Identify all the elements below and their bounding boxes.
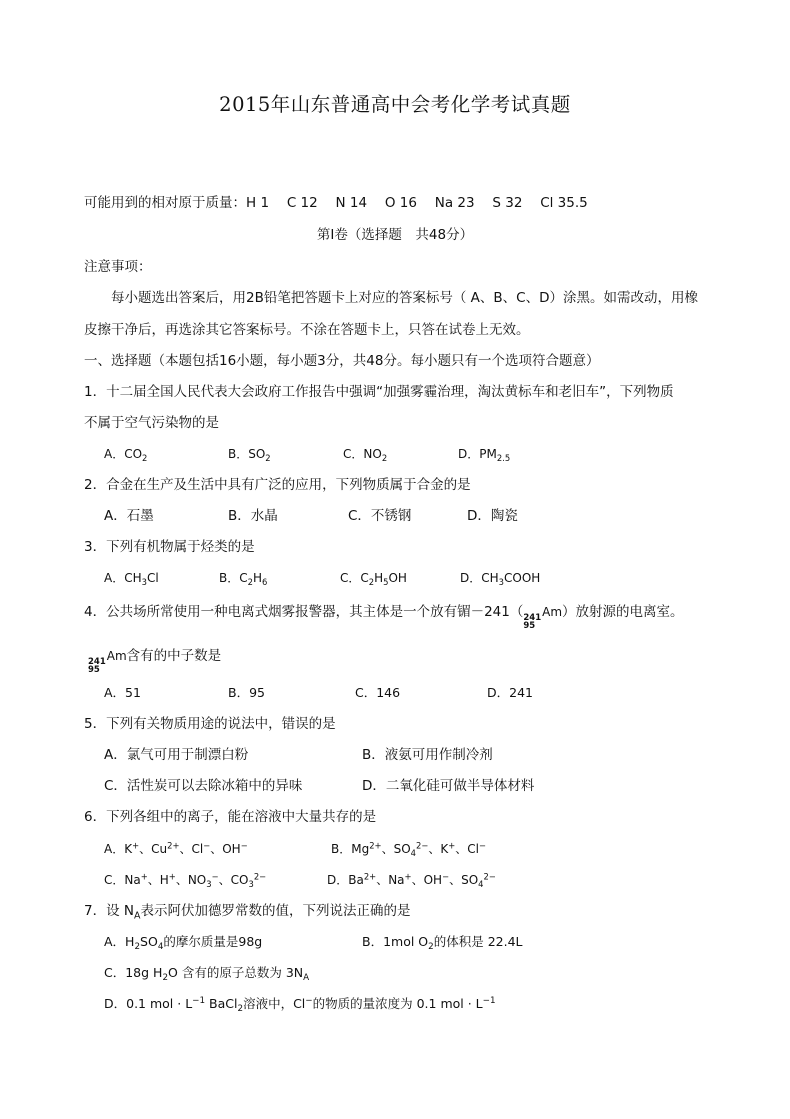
q5-stem: 5．下列有关物质用途的说法中，错误的是 bbox=[84, 716, 336, 732]
q4-option-d: D．241 bbox=[487, 685, 533, 700]
q4-stem-line-2: 241 95 Am含有的中子数是 bbox=[88, 648, 222, 675]
exam-title: 2015年山东普通高中会考化学考试真题 bbox=[219, 93, 571, 116]
q7-option-c: C．18g $H_2O$ 含有的原子总数为 $3N_A$ bbox=[104, 965, 310, 984]
q3-stem: 3．下列有机物属于烃类的是 bbox=[84, 539, 255, 555]
q3-option-b: B．$C_2H_6$ bbox=[219, 571, 268, 587]
q6-option-d: D．$Ba^{2+}$、Na+、OH−、$SO_4^{2-}$ bbox=[327, 871, 496, 889]
q5-option-d: D．二氧化硅可做半导体材料 bbox=[362, 778, 535, 794]
notice-line-2: 皮擦干净后，再选涂其它答案标号。不涂在答题卡上，只答在试卷上无效。 bbox=[84, 322, 530, 338]
q2-option-c: C．不锈钢 bbox=[348, 508, 412, 524]
q4-option-c: C．146 bbox=[355, 685, 401, 700]
q2-option-b: B．水晶 bbox=[228, 508, 278, 524]
q1-option-b: B．$SO_2$ bbox=[228, 447, 271, 463]
q6-stem: 6．下列各组中的离子，能在溶液中大量共存的是 bbox=[84, 809, 377, 825]
q1-stem-line-1: 1．十二届全国人民代表大会政府工作报告中强调“加强雾霾治理，淘汰黄标车和老旧车”，下列物质 bbox=[84, 384, 674, 400]
q5-option-a: A．氯气可用于制漂白粉 bbox=[104, 747, 249, 763]
q1-stem-line-2: 不属于空气污染物的是 bbox=[84, 415, 219, 431]
q7-option-b: B．1mol $O_2$的体积是 22.4L bbox=[362, 934, 523, 953]
q1-option-d: D．$PM_{2.5}$ bbox=[458, 447, 511, 463]
section-header: 第Ⅰ卷（选择题 共48分） bbox=[316, 227, 474, 243]
q5-option-c: C．活性炭可以去除冰箱中的异味 bbox=[104, 778, 303, 794]
q2-option-d: D．陶瓷 bbox=[467, 508, 518, 524]
atomic-masses-line: 可能用到的相对原于质量：H 1 C 12 N 14 O 16 Na 23 S 32 Cl 35.5 bbox=[84, 195, 588, 211]
q2-stem: 2．合金在生产及生活中具有广泛的应用，下列物质属于合金的是 bbox=[84, 477, 471, 493]
q3-option-d: D．$CH_3COOH$ bbox=[460, 571, 541, 587]
q4-stem-line-1: 4．公共场所常使用一种电离式烟雾报警器，其主体是一个放有镅－241（ 241 95 Am）放射源的电离室。 bbox=[84, 604, 684, 631]
q3-option-a: A．$CH_3Cl$ bbox=[104, 571, 159, 587]
notice-line-1: 每小题选出答案后，用2B铅笔把答题卡上对应的答案标号（ A、B、C、D）涂黑。如需改动，用橡 bbox=[111, 290, 698, 306]
q7-option-d: D．0.1 mol · $L^{-1}$ BaCl$_2$溶液中，Cl−的物质的量浓度为 0.1 mol · $L^{-1}$ bbox=[104, 996, 496, 1015]
q3-option-c: C．$C_2H_5OH$ bbox=[340, 571, 407, 587]
q4-option-a: A．51 bbox=[104, 685, 141, 700]
notice-heading: 注意事项： bbox=[84, 259, 152, 275]
q2-option-a: A．石墨 bbox=[104, 508, 154, 524]
am241-nuclide-2: 241 95 bbox=[88, 657, 106, 675]
q7-stem: 7．设 $N_A$表示阿伏加德罗常数的值，下列说法正确的是 bbox=[84, 903, 411, 922]
q6-option-b: B．$Mg^{2+}$、$SO_4^{2-}$、K+、Cl− bbox=[331, 840, 487, 858]
am241-nuclide: 241 95 bbox=[523, 613, 542, 631]
q1-option-c: C．$NO_2$ bbox=[343, 447, 388, 463]
q1-option-a: A．$CO_2$ bbox=[104, 447, 148, 463]
q5-option-b: B．液氨可用作制冷剂 bbox=[362, 747, 493, 763]
q6-option-a: A．K+、$Cu^{2+}$、Cl−、OH− bbox=[104, 840, 248, 856]
part-heading: 一、选择题（本题包括16小题，每小题3分，共48分。每小题只有一个选项符合题意） bbox=[84, 353, 600, 369]
q7-option-a: A．$H_2SO_4$的摩尔质量是98g bbox=[104, 934, 263, 953]
q4-option-b: B．95 bbox=[228, 685, 265, 700]
q6-option-c: C．Na+、H+、$NO_3^-$、$CO_3^{2-}$ bbox=[104, 871, 267, 889]
